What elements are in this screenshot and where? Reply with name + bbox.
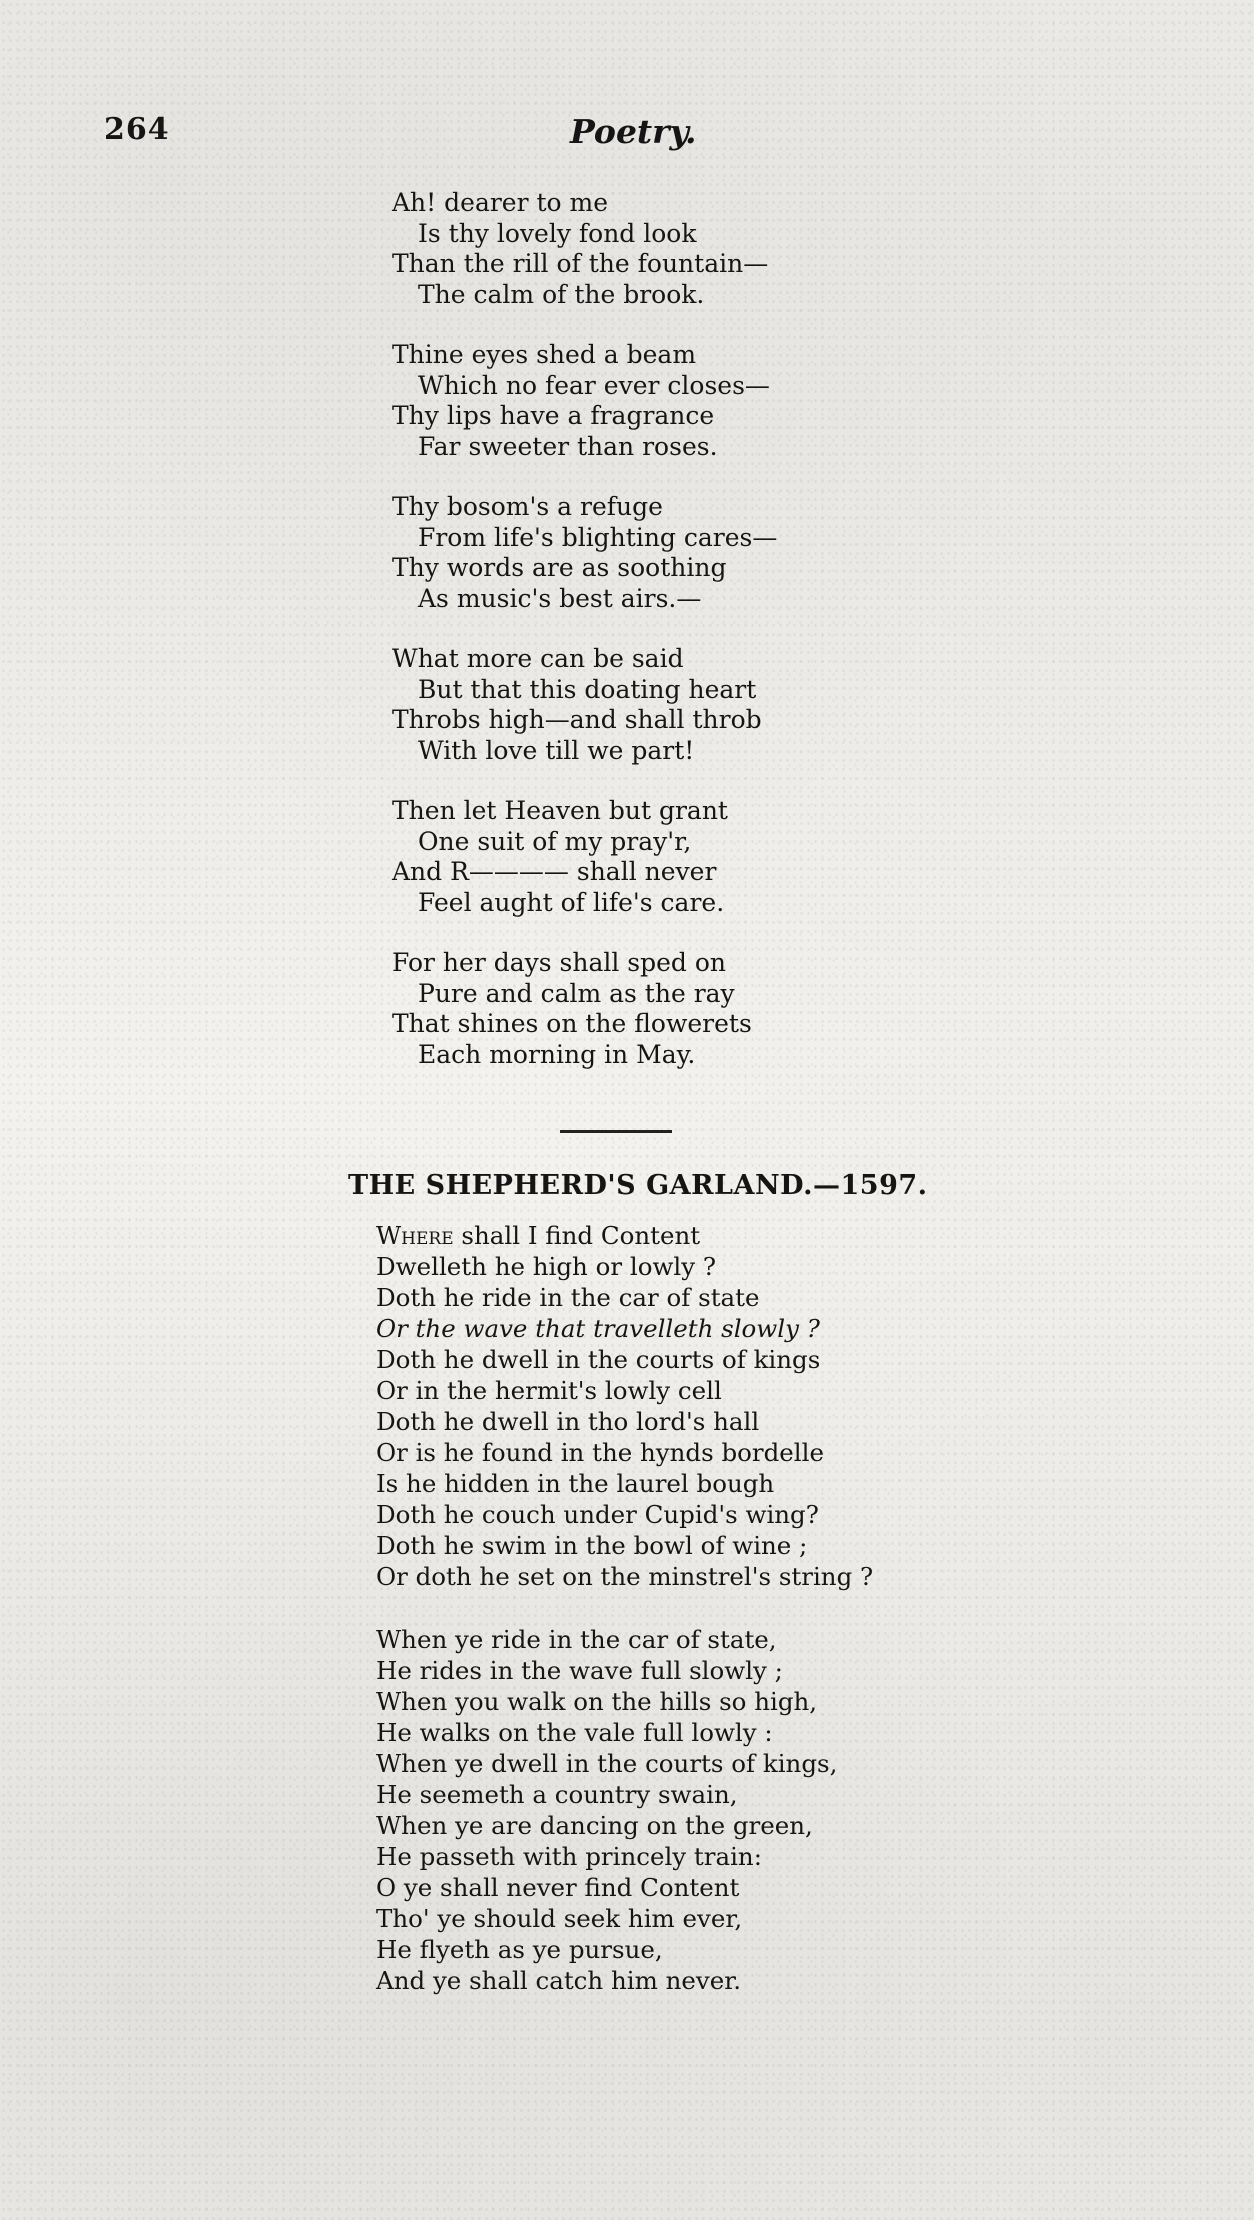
verse-line: What more can be said [392,644,684,673]
verse-line: He flyeth as ye pursue, [376,1935,663,1964]
verse-line: O ye shall never find Content [376,1873,740,1902]
stanza-1 [0,188,1254,310]
stanza-4 [0,644,1254,766]
verse-line: Is thy lovely fond look [418,218,697,248]
verse-line: Throbs high—and shall throb [392,705,762,734]
stanza-2 [0,340,1254,462]
verse-line: And ye shall catch him never. [376,1966,742,1995]
running-head: Poetry. [570,112,697,151]
verse-line: That shines on the flowerets [392,1009,752,1038]
stanza-5 [0,796,1254,918]
verse-line: Thine eyes shed a beam [392,340,697,369]
verse-line: Thy lips have a fragrance [392,401,715,430]
verse-line: He seemeth a country swain, [376,1780,738,1809]
verse-line: From life's blighting cares— [418,522,778,552]
verse-line: Doth he dwell in tho lord's hall [376,1407,760,1436]
verse-line: Is he hidden in the laurel bough [376,1469,775,1498]
verse-line: Than the rill of the fountain— [392,249,769,278]
page-header [0,112,1254,160]
poem-one [0,188,1254,1100]
verse-line: Pure and calm as the ray [418,978,735,1008]
verse-line: Doth he couch under Cupid's wing? [376,1500,819,1529]
first-line-rest: shall I find Content [453,1221,701,1250]
verse-line: Far sweeter than roses. [418,431,718,461]
verse-line: When you walk on the hills so high, [376,1687,818,1716]
verse-line: Ah! dearer to me [392,188,609,217]
verse-line: Or is he found in the hynds bordelle [376,1438,824,1467]
verse-line: When ye are dancing on the green, [376,1811,813,1840]
verse-line: Then let Heaven but grant [392,796,728,825]
verse-line: Tho' ye should seek him ever, [376,1904,743,1933]
verse-line: When ye dwell in the courts of kings, [376,1749,838,1778]
stanza-6 [0,948,1254,1070]
verse-line: The calm of the brook. [418,279,705,309]
verse-line: Thy bosom's a refuge [392,492,663,521]
verse-line: Which no fear ever closes— [418,370,770,400]
stanza-3 [0,492,1254,614]
stanza-2 [0,1624,1254,1996]
poem-two [0,1220,1254,2028]
page-number: 264 [104,112,170,147]
verse-line: Dwelleth he high or lowly ? [376,1252,717,1281]
stanza-1 [0,1220,1254,1592]
verse-line: When ye ride in the car of state, [376,1625,777,1654]
verse-line: Or doth he set on the minstrel's string ? [376,1562,874,1591]
poem-title: THE SHEPHERD'S GARLAND.—1597. [348,1170,928,1201]
verse-line: Doth he swim in the bowl of wine ; [376,1531,808,1560]
verse-line: Thy words are as soothing [392,553,727,582]
verse-line: Or in the hermit's lowly cell [376,1376,722,1405]
verse-line: Or the wave that travelleth slowly ? [376,1314,820,1343]
verse-line: Feel aught of life's care. [418,887,725,917]
verse-line: For her days shall sped on [392,948,727,977]
verse-line: He walks on the vale full lowly : [376,1718,773,1747]
verse-line: With love till we part! [418,735,695,765]
verse-line: Each morning in May. [418,1039,696,1069]
verse-line: Doth he dwell in the courts of kings [376,1345,821,1374]
drop-word: Where [376,1221,454,1250]
section-divider [560,1130,672,1133]
verse-line: Doth he ride in the car of state [376,1283,760,1312]
verse-line: As music's best airs.— [418,583,702,613]
verse-line: One suit of my pray'r, [418,826,692,856]
verse-line: He rides in the wave full slowly ; [376,1656,783,1685]
verse-line-first [0,1220,1254,1251]
verse-line: And R———— shall never [392,857,717,886]
verse-line: He passeth with princely train: [376,1842,762,1871]
verse-line: But that this doating heart [418,674,757,704]
